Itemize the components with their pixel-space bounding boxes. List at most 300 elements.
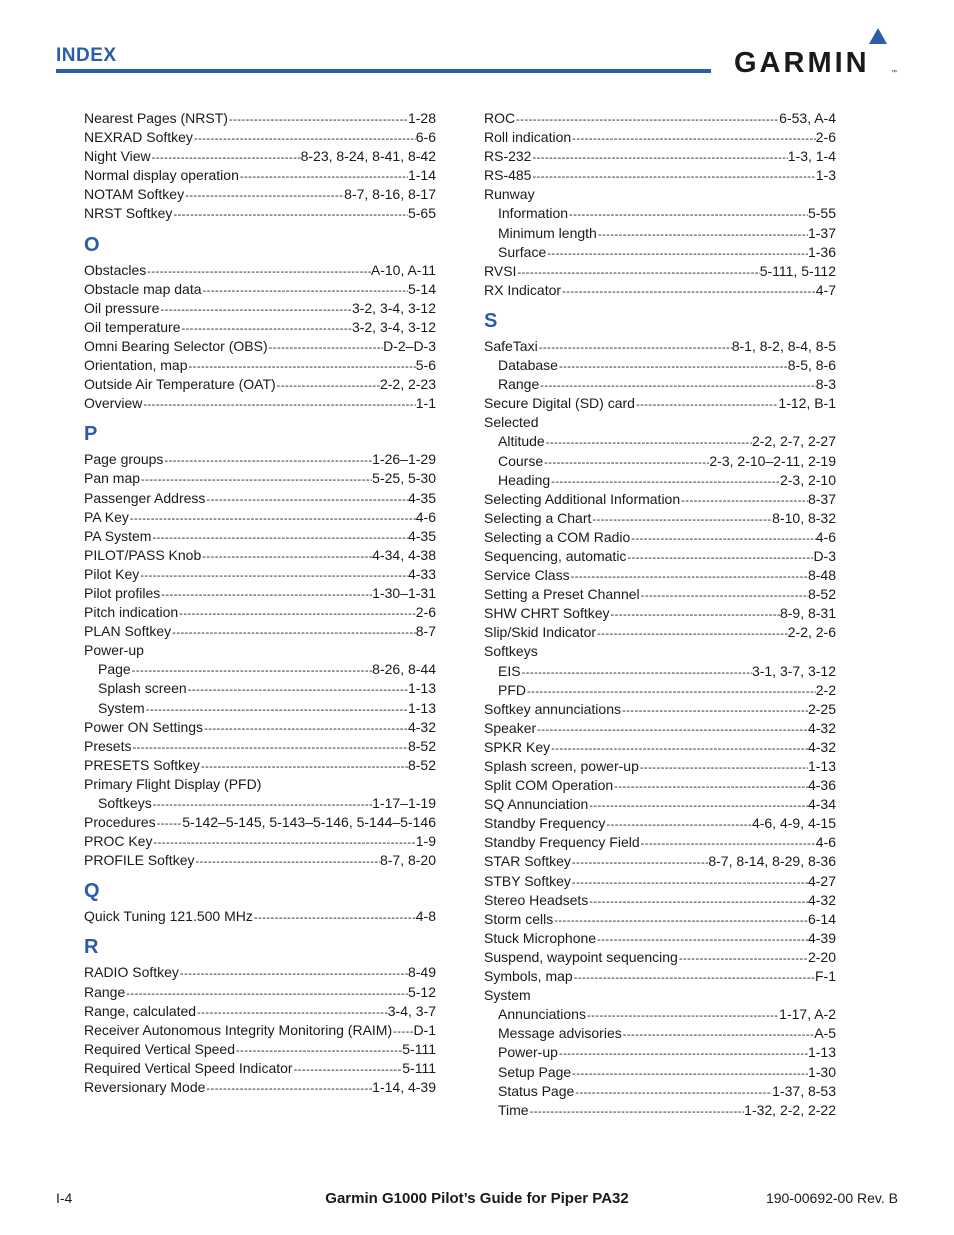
index-term: NEXRAD Softkey	[84, 129, 193, 146]
index-pages: 4-34, 4-38	[372, 546, 436, 563]
dot-leader	[171, 624, 416, 641]
index-term: Selecting a COM Radio	[484, 528, 631, 545]
index-pages: 8-7, 8-14, 8-29, 8-36	[708, 853, 836, 870]
index-term: Stuck Microphone	[484, 929, 597, 946]
index-entry	[484, 700, 836, 719]
index-term: Range, calculated	[84, 1002, 197, 1019]
index-pages: 3-2, 3-4, 3-12	[351, 299, 436, 316]
index-pages: 5-12	[407, 983, 436, 1000]
section-letter: R	[84, 936, 99, 959]
index-term: PA Key	[84, 508, 129, 525]
index-heading	[84, 775, 436, 794]
dot-leader	[596, 625, 788, 642]
index-term: Softkeys	[484, 643, 538, 660]
index-entry	[484, 109, 836, 128]
index-term: System	[484, 987, 531, 1004]
index-pages: 1-14	[407, 167, 436, 184]
index-pages: 8-49	[407, 964, 436, 981]
footer-doc-number: 190-00692-00 Rev. B	[765, 1190, 898, 1206]
index-term: PROFILE Softkey	[84, 852, 195, 869]
dot-leader	[568, 206, 808, 223]
index-pages: 4-8	[415, 908, 436, 925]
dot-leader	[187, 681, 408, 698]
index-pages: 1-9	[415, 833, 436, 850]
index-term: Pitch indication	[84, 604, 179, 621]
dot-leader	[293, 1061, 403, 1078]
index-entry	[484, 872, 836, 891]
index-term: Power-up	[498, 1044, 558, 1061]
index-pages: 1-30–1-31	[372, 584, 436, 601]
index-pages: A-5	[814, 1025, 836, 1042]
dot-leader	[131, 739, 408, 756]
index-entry	[84, 963, 436, 982]
index-term: Night View	[84, 148, 151, 165]
index-pages: 3-2, 3-4, 3-12	[351, 318, 436, 335]
garmin-logo-triangle-icon	[869, 28, 887, 44]
index-term: Stereo Headsets	[484, 891, 589, 908]
index-subentry	[484, 356, 836, 375]
index-term: PILOT/PASS Knob	[84, 546, 202, 563]
index-term: Outside Air Temperature (OAT)	[84, 376, 276, 393]
index-entry	[84, 166, 436, 185]
index-pages: 8-37	[807, 490, 836, 507]
dot-leader	[571, 130, 816, 147]
index-term: Overview	[84, 395, 143, 412]
index-subentry	[484, 662, 836, 681]
index-pages: 1-3	[815, 167, 836, 184]
garmin-logo-trademark: ™	[891, 70, 897, 76]
index-entry	[484, 967, 836, 986]
index-pages: 1-13	[407, 699, 436, 716]
index-pages: 1-32, 2-2, 2-22	[744, 1101, 836, 1118]
dot-leader	[558, 358, 788, 375]
index-entry	[84, 489, 436, 508]
index-term: Page	[98, 661, 131, 678]
index-pages: 5-111	[402, 1059, 436, 1076]
index-entry	[84, 584, 436, 603]
dot-leader	[621, 702, 808, 719]
index-term: NRST Softkey	[84, 205, 173, 222]
footer-title: Garmin G1000 Pilot’s Guide for Piper PA32	[325, 1190, 629, 1207]
index-pages: 2-2, 2-7, 2-27	[751, 433, 836, 450]
dot-leader	[640, 835, 816, 852]
index-subentry	[484, 1101, 836, 1120]
index-term: Omni Bearing Selector (OBS)	[84, 337, 268, 354]
index-entry	[484, 566, 836, 585]
index-subentry	[484, 224, 836, 243]
index-pages: 1-37	[807, 224, 836, 241]
index-heading	[84, 641, 436, 660]
index-entry	[484, 891, 836, 910]
index-pages: 5-142–5-145, 5-143–5-146, 5-144–5-146	[182, 814, 436, 831]
index-term: Power ON Settings	[84, 718, 204, 735]
index-term: Status Page	[498, 1082, 575, 1099]
dot-leader	[545, 434, 752, 451]
index-entry	[84, 737, 436, 756]
index-term: Primary Flight Display (PFD)	[84, 775, 262, 792]
index-entry	[84, 469, 436, 488]
dot-leader	[152, 796, 372, 813]
index-pages: D-2–D-3	[383, 337, 436, 354]
index-entry	[84, 147, 436, 166]
index-pages: 8-26, 8-44	[372, 661, 436, 678]
index-term: SPKR Key	[484, 738, 551, 755]
index-subentry	[84, 660, 436, 679]
index-entry	[484, 604, 836, 623]
header-rule	[56, 69, 711, 73]
index-term: Service Class	[484, 567, 570, 584]
dot-leader	[626, 549, 813, 566]
index-pages: 4-6	[815, 528, 836, 545]
index-term: Power-up	[84, 642, 144, 659]
index-subentry	[484, 1043, 836, 1062]
index-entry	[84, 299, 436, 318]
index-term: Quick Tuning 121.500 MHz	[84, 908, 253, 925]
dot-leader	[531, 149, 787, 166]
index-pages: 5-6	[415, 357, 436, 374]
index-pages: 3-4, 3-7	[387, 1002, 436, 1019]
index-entry	[84, 1078, 436, 1097]
index-pages: 6-53, A-4	[779, 110, 836, 126]
dot-leader	[129, 510, 416, 527]
index-pages: 1-36	[807, 243, 836, 260]
index-term: PRESETS Softkey	[84, 756, 200, 773]
index-term: STAR Softkey	[484, 853, 571, 870]
index-subentry	[484, 1063, 836, 1082]
index-subentry	[484, 1082, 836, 1101]
index-term: Split COM Operation	[484, 777, 614, 794]
dot-leader	[574, 1084, 772, 1101]
index-entry	[84, 128, 436, 147]
dot-leader	[239, 168, 408, 185]
index-entry	[84, 280, 436, 299]
index-pages: 1-26–1-29	[372, 451, 436, 468]
index-term: Obstacle map data	[84, 280, 202, 297]
index-pages: 2-3, 2-10	[779, 471, 836, 488]
index-term: SafeTaxi	[484, 337, 538, 354]
index-entry	[484, 509, 836, 528]
index-term: Selected	[484, 414, 539, 431]
dot-leader	[588, 797, 808, 814]
index-entry	[84, 907, 436, 926]
dot-leader	[605, 816, 752, 833]
dot-leader	[193, 130, 416, 147]
dot-leader	[526, 683, 816, 700]
index-term: Selecting Additional Information	[484, 490, 681, 507]
index-pages: 1-14, 4-39	[372, 1079, 436, 1096]
index-pages: 5-55	[807, 205, 836, 222]
index-subentry	[484, 432, 836, 451]
index-term: Nearest Pages (NRST)	[84, 110, 228, 126]
index-term: Required Vertical Speed	[84, 1040, 235, 1057]
index-term: Altitude	[498, 433, 545, 450]
dot-leader	[613, 778, 808, 795]
dot-leader	[131, 662, 372, 679]
dot-leader	[163, 452, 372, 469]
index-pages: 6-14	[807, 910, 836, 927]
index-term: Oil pressure	[84, 299, 160, 316]
index-entry	[84, 546, 436, 565]
index-pages: 1-37, 8-53	[772, 1082, 836, 1099]
index-pages: 1-1	[415, 395, 436, 412]
index-term: Information	[498, 205, 569, 222]
index-pages: 5-111, 5-112	[759, 262, 836, 279]
index-pages: 4-6	[415, 508, 436, 525]
index-term: Normal display operation	[84, 167, 239, 184]
index-heading	[484, 986, 836, 1005]
dot-leader	[125, 985, 408, 1002]
index-term: Message advisories	[498, 1025, 622, 1042]
dot-leader	[203, 720, 408, 737]
index-term: System	[98, 699, 145, 716]
index-pages: 2-2, 2-6	[787, 624, 836, 641]
dot-leader	[196, 1004, 388, 1021]
dot-leader	[597, 226, 808, 243]
index-pages: A-10, A-11	[370, 261, 436, 278]
index-term: Runway	[484, 186, 535, 203]
dot-leader	[184, 187, 344, 204]
dot-leader	[571, 854, 708, 871]
index-subentry	[484, 375, 836, 394]
dot-leader	[571, 874, 808, 891]
dot-leader	[680, 492, 808, 509]
dot-leader	[200, 758, 408, 775]
index-term: Setting a Preset Channel	[484, 586, 640, 603]
index-entry	[484, 337, 836, 356]
index-entry	[84, 261, 436, 280]
index-entry	[84, 622, 436, 641]
index-pages: 5-25, 5-30	[372, 470, 436, 487]
index-subentry	[484, 1024, 836, 1043]
index-entry	[484, 623, 836, 642]
index-pages: 1-13	[807, 758, 836, 774]
index-entry	[84, 185, 436, 204]
index-heading	[484, 413, 836, 432]
index-pages: 8-9, 8-31	[779, 605, 836, 622]
index-pages: 1-13	[407, 680, 436, 697]
dot-leader	[531, 168, 815, 185]
dot-leader	[205, 1080, 372, 1097]
index-column-left	[84, 109, 436, 1097]
index-pages: 4-27	[807, 872, 836, 889]
section-letter: P	[84, 423, 98, 446]
index-term: Annunciations	[498, 1006, 586, 1023]
dot-leader	[205, 491, 408, 508]
index-entry	[84, 450, 436, 469]
index-term: PA System	[84, 527, 152, 544]
index-pages: 2-6	[815, 129, 836, 146]
dot-leader	[573, 969, 815, 986]
index-pages: 8-48	[807, 567, 836, 584]
index-entry	[484, 262, 836, 281]
index-pages: 5-65	[407, 205, 436, 222]
index-term: RADIO Softkey	[84, 964, 179, 981]
dot-leader	[268, 339, 383, 356]
index-pages: 4-39	[807, 929, 836, 946]
index-pages: 4-33	[407, 565, 436, 582]
index-term: RS-232	[484, 148, 532, 165]
dot-leader	[558, 1045, 808, 1062]
index-term: Presets	[84, 737, 132, 754]
index-pages: 2-25	[807, 700, 836, 717]
index-term: Secure Digital (SD) card	[484, 395, 635, 412]
index-pages: 4-32	[807, 719, 836, 736]
dot-leader	[140, 471, 372, 488]
dot-leader	[622, 1026, 814, 1043]
dot-leader	[591, 511, 772, 528]
index-term: Softkeys	[98, 795, 152, 811]
index-pages: 1-17, A-2	[779, 1006, 836, 1023]
index-term: Selecting a Chart	[484, 509, 592, 526]
index-term: Softkey annunciations	[484, 700, 621, 717]
dot-leader	[546, 245, 808, 262]
index-term: ROC	[484, 110, 516, 126]
index-term: Receiver Autonomous Integrity Monitoring (RAIM)	[84, 1021, 393, 1038]
index-term: Obstacles	[84, 261, 147, 278]
index-term: Pilot Key	[84, 565, 140, 582]
index-pages: 3-1, 3-7, 3-12	[751, 662, 836, 679]
index-term: Pan map	[84, 470, 141, 487]
index-term: Range	[498, 376, 540, 393]
index-entry	[84, 832, 436, 851]
index-pages: 4-34	[807, 796, 836, 813]
index-term: RS-485	[484, 167, 532, 184]
dot-leader	[586, 1007, 779, 1024]
index-pages: 8-5, 8-6	[787, 357, 836, 374]
index-term: PROC Key	[84, 833, 153, 850]
dot-leader	[156, 815, 183, 832]
index-term: Standby Frequency Field	[484, 834, 640, 851]
index-entry	[484, 128, 836, 147]
index-entry	[484, 547, 836, 566]
dot-leader	[146, 263, 371, 280]
index-entry	[484, 147, 836, 166]
index-term: PLAN Softkey	[84, 623, 172, 640]
index-subentry	[484, 1005, 836, 1024]
index-term: Sequencing, automatic	[484, 547, 627, 564]
index-pages: 8-7, 8-20	[379, 852, 436, 869]
index-subentry	[484, 243, 836, 262]
index-term: Symbols, map	[484, 968, 573, 985]
dot-leader	[180, 320, 351, 337]
dot-leader	[550, 740, 808, 757]
dot-leader	[538, 339, 732, 356]
index-term: Setup Page	[498, 1063, 572, 1080]
index-entry	[84, 204, 436, 223]
index-pages: D-1	[413, 1021, 436, 1038]
index-term: Database	[498, 357, 558, 374]
index-pages: 2-3, 2-10–2-11, 2-19	[709, 452, 836, 469]
index-pages: 8-1, 8-2, 8-4, 8-5	[731, 337, 836, 354]
dot-leader	[635, 396, 778, 413]
index-entry	[484, 910, 836, 929]
index-term: Suspend, waypoint sequencing	[484, 948, 678, 965]
dot-leader	[201, 548, 372, 565]
index-entry	[484, 528, 836, 547]
garmin-logo-wordmark: GARMIN	[734, 47, 870, 76]
dot-leader	[253, 909, 416, 926]
index-entry	[84, 527, 436, 546]
index-term: Course	[498, 452, 544, 469]
index-entry	[84, 1021, 436, 1040]
index-pages: 1-12, B-1	[778, 395, 836, 412]
index-entry	[84, 394, 436, 413]
index-entry	[84, 718, 436, 737]
index-entry	[84, 337, 436, 356]
index-entry	[484, 585, 836, 604]
index-entry	[84, 1059, 436, 1078]
index-entry	[84, 1002, 436, 1021]
index-pages: 5-111	[402, 1040, 436, 1057]
index-term: EIS	[498, 662, 521, 679]
index-entry	[84, 603, 436, 622]
index-entry	[484, 929, 836, 948]
dot-leader	[543, 454, 709, 471]
dot-leader	[235, 1042, 402, 1059]
index-pages: 8-23, 8-24, 8-41, 8-42	[300, 148, 436, 165]
index-pages: 8-52	[407, 737, 436, 754]
index-pages: 8-3	[815, 376, 836, 393]
section-letter: S	[484, 309, 498, 332]
dot-leader	[553, 912, 808, 929]
dot-leader	[571, 1065, 808, 1082]
dot-leader	[521, 664, 752, 681]
index-entry	[84, 1040, 436, 1059]
index-pages: 4-6, 4-9, 4-15	[751, 815, 836, 832]
section-letter: Q	[84, 880, 100, 903]
index-entry	[84, 565, 436, 584]
index-subentry	[484, 452, 836, 471]
index-entry	[484, 394, 836, 413]
index-term: Required Vertical Speed Indicator	[84, 1059, 293, 1076]
index-entry	[84, 318, 436, 337]
index-pages: 4-35	[407, 527, 436, 544]
index-entry	[84, 375, 436, 394]
dot-leader	[172, 206, 408, 223]
index-term: Heading	[498, 471, 551, 488]
index-term: Time	[498, 1101, 529, 1118]
index-entry	[484, 776, 836, 795]
index-term: RX Indicator	[484, 281, 562, 298]
index-term: Orientation, map	[84, 357, 188, 374]
dot-leader	[276, 377, 380, 394]
dot-leader	[550, 473, 780, 490]
section-letter: O	[84, 233, 100, 256]
index-pages: 5-14	[407, 280, 436, 297]
index-term: SQ Annunciation	[484, 796, 589, 813]
index-pages: 6-6	[415, 129, 436, 146]
dot-leader	[139, 567, 408, 584]
dot-leader	[159, 301, 351, 318]
index-entry	[84, 851, 436, 870]
index-pages: 8-52	[407, 756, 436, 773]
dot-leader	[142, 396, 415, 413]
index-subentry	[84, 679, 436, 698]
index-term: Minimum length	[498, 224, 597, 241]
index-term: Pilot profiles	[84, 584, 161, 601]
dot-leader	[202, 282, 408, 299]
index-subentry	[484, 204, 836, 223]
dot-leader	[536, 721, 808, 738]
garmin-logo	[734, 28, 900, 76]
index-entry	[484, 490, 836, 509]
index-subentry	[484, 681, 836, 700]
index-pages: 1-3, 1-4	[787, 148, 836, 165]
index-pages: 1-30	[807, 1063, 836, 1080]
index-pages: 8-7	[415, 623, 436, 640]
index-pages: 4-32	[407, 718, 436, 735]
dot-leader	[630, 530, 815, 547]
